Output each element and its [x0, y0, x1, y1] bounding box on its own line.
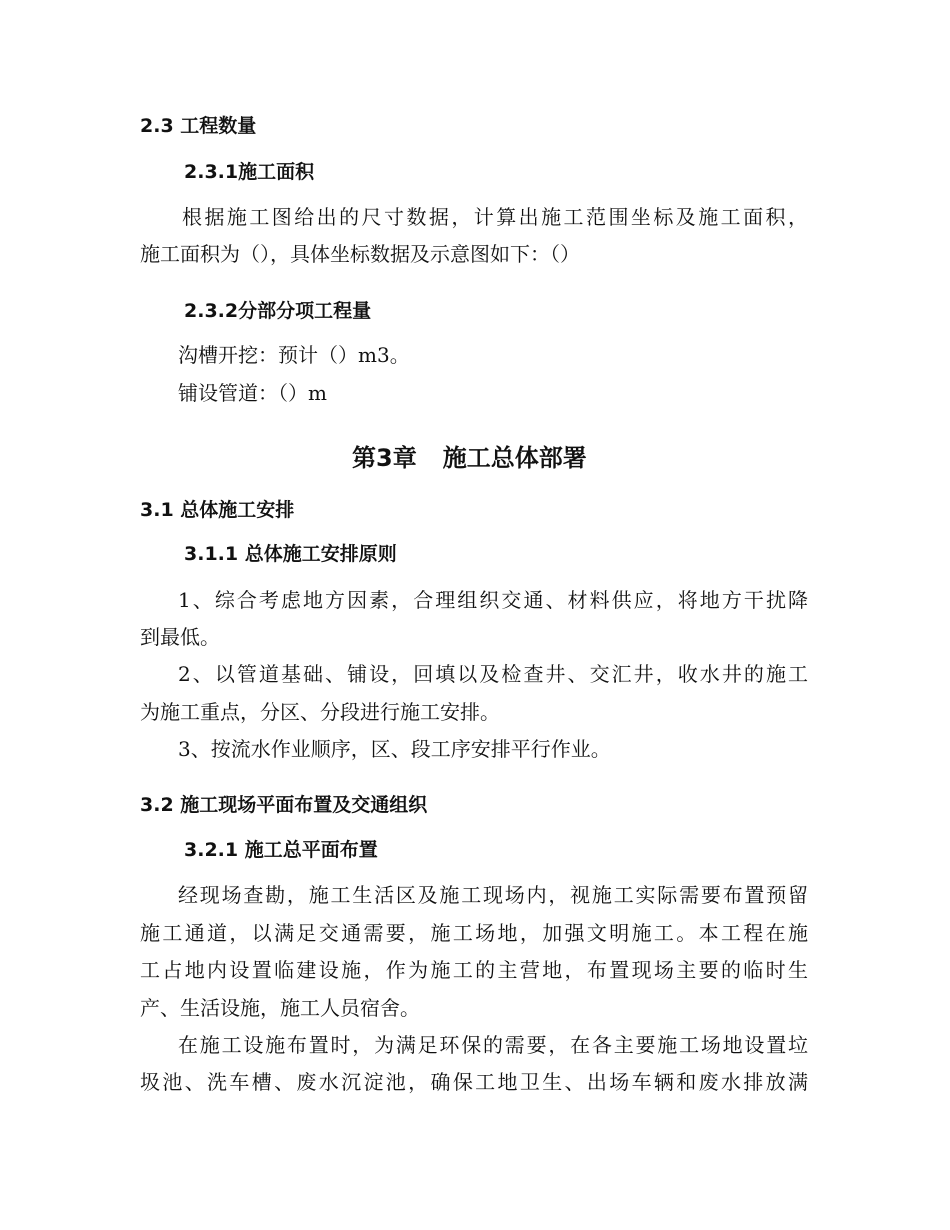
heading-3-1 — [140, 498, 294, 522]
quantity-pipe: 铺设管道：（）m — [178, 381, 327, 405]
heading-3-1-1-title: 总体施工安排原则 — [244, 543, 397, 565]
layout-para-2-line-2: 圾池、洗车槽、废水沉淀池，确保工地卫生、出场车辆和废水排放满 — [140, 1070, 808, 1094]
heading-2-3 — [140, 114, 256, 138]
heading-3-1-number: 3.1 — [140, 499, 174, 521]
layout-para-2-line-1: 在施工设施布置时，为满足环保的需要，在各主要施工场地设置垃 — [178, 1033, 808, 1057]
heading-3-2-1-title: 施工总平面布置 — [244, 839, 378, 861]
layout-para-1-line-3: 工占地内设置临建设施，作为施工的主营地，布置现场主要的临时生 — [140, 958, 808, 982]
quantity-trench: 沟槽开挖：预计（）m3。 — [178, 343, 410, 367]
principle-2-line-1: 2、以管道基础、铺设，回填以及检查井、交汇井，收水井的施工 — [178, 662, 808, 686]
chapter-3-number: 第3章 — [352, 444, 417, 472]
chapter-3-title — [352, 443, 587, 473]
heading-3-1-title: 总体施工安排 — [180, 499, 295, 521]
heading-3-2-1 — [184, 838, 378, 862]
principle-3-line-1: 3、按流水作业顺序，区、段工序安排平行作业。 — [178, 737, 611, 761]
principle-2-line-2: 为施工重点，分区、分段进行施工安排。 — [140, 700, 500, 724]
heading-3-1-1-number: 3.1.1 — [184, 543, 239, 565]
layout-para-1-line-2: 施工通道，以满足交通需要，施工场地，加强文明施工。本工程在施 — [140, 921, 808, 945]
layout-para-1-line-1: 经现场查勘，施工生活区及施工现场内，视施工实际需要布置预留 — [178, 883, 808, 907]
heading-3-2 — [140, 793, 427, 817]
heading-3-2-title: 施工现场平面布置及交通组织 — [180, 794, 428, 816]
heading-2-3-title: 工程数量 — [180, 115, 257, 137]
principle-1-line-1: 1、综合考虑地方因素，合理组织交通、材料供应，将地方干扰降 — [178, 588, 808, 612]
chapter-3-name: 施工总体部署 — [442, 444, 587, 472]
heading-2-3-number: 2.3 — [140, 115, 174, 137]
heading-3-1-1 — [184, 542, 397, 566]
heading-3-2-number: 3.2 — [140, 794, 174, 816]
paragraph-area-line-1: 根据施工图给出的尺寸数据，计算出施工范围坐标及施工面积， — [182, 205, 808, 229]
layout-para-1-line-4: 产、生活设施，施工人员宿舍。 — [140, 996, 420, 1020]
principle-1-line-2: 到最低。 — [140, 625, 220, 649]
heading-2-3-2: 2.3.2分部分项工程量 — [184, 300, 372, 322]
heading-2-3-1: 2.3.1施工面积 — [184, 161, 315, 183]
heading-3-2-1-number: 3.2.1 — [184, 839, 239, 861]
paragraph-area-line-2: 施工面积为（），具体坐标数据及示意图如下：（） — [140, 242, 580, 266]
